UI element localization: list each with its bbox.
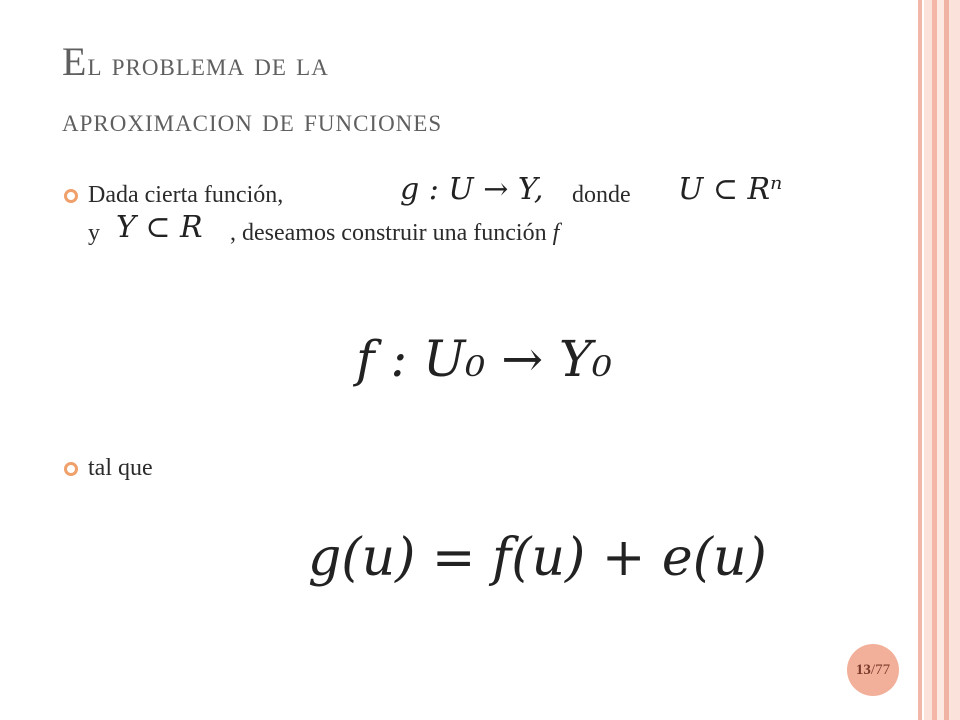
bullet-1-text-b: donde: [572, 182, 631, 208]
bullet-1-text-e: f: [552, 220, 560, 246]
decorative-stripe: [937, 0, 944, 720]
bullet-1-text-d-main: , deseamos construir una función: [230, 220, 547, 246]
bullet-1-text-c: y: [88, 220, 100, 246]
bullet-1-math-c: Y ⊂ R: [116, 210, 203, 245]
title-line-2: aproximacion de funciones: [62, 103, 443, 139]
bullet-1-text-a: Dada cierta función,: [88, 182, 284, 208]
bullet-1-math-a: g : U → Y,: [400, 172, 544, 207]
bullet-icon: [64, 189, 78, 203]
equation-1: f : U₀ → Y₀: [356, 330, 613, 388]
bullet-1-text-d: [230, 218, 559, 248]
title-line-1: [62, 34, 902, 93]
page-total: /77: [870, 661, 891, 678]
decorative-stripe: [918, 0, 922, 720]
page-number-badge: [847, 644, 899, 696]
bullet-1-math-b: U ⊂ Rⁿ: [678, 172, 783, 207]
slide-title: [62, 34, 902, 149]
bullet-icon: [64, 462, 78, 476]
decorative-stripe: [949, 0, 960, 720]
page-current: 13: [855, 661, 871, 678]
bullet-2-text-a: tal que: [88, 455, 153, 481]
title-initial: E: [62, 39, 88, 84]
decorative-stripe: [924, 0, 932, 720]
title-line-1-text: l problema de la: [87, 47, 329, 83]
equation-2: g(u) = f(u) + e(u): [308, 528, 767, 588]
